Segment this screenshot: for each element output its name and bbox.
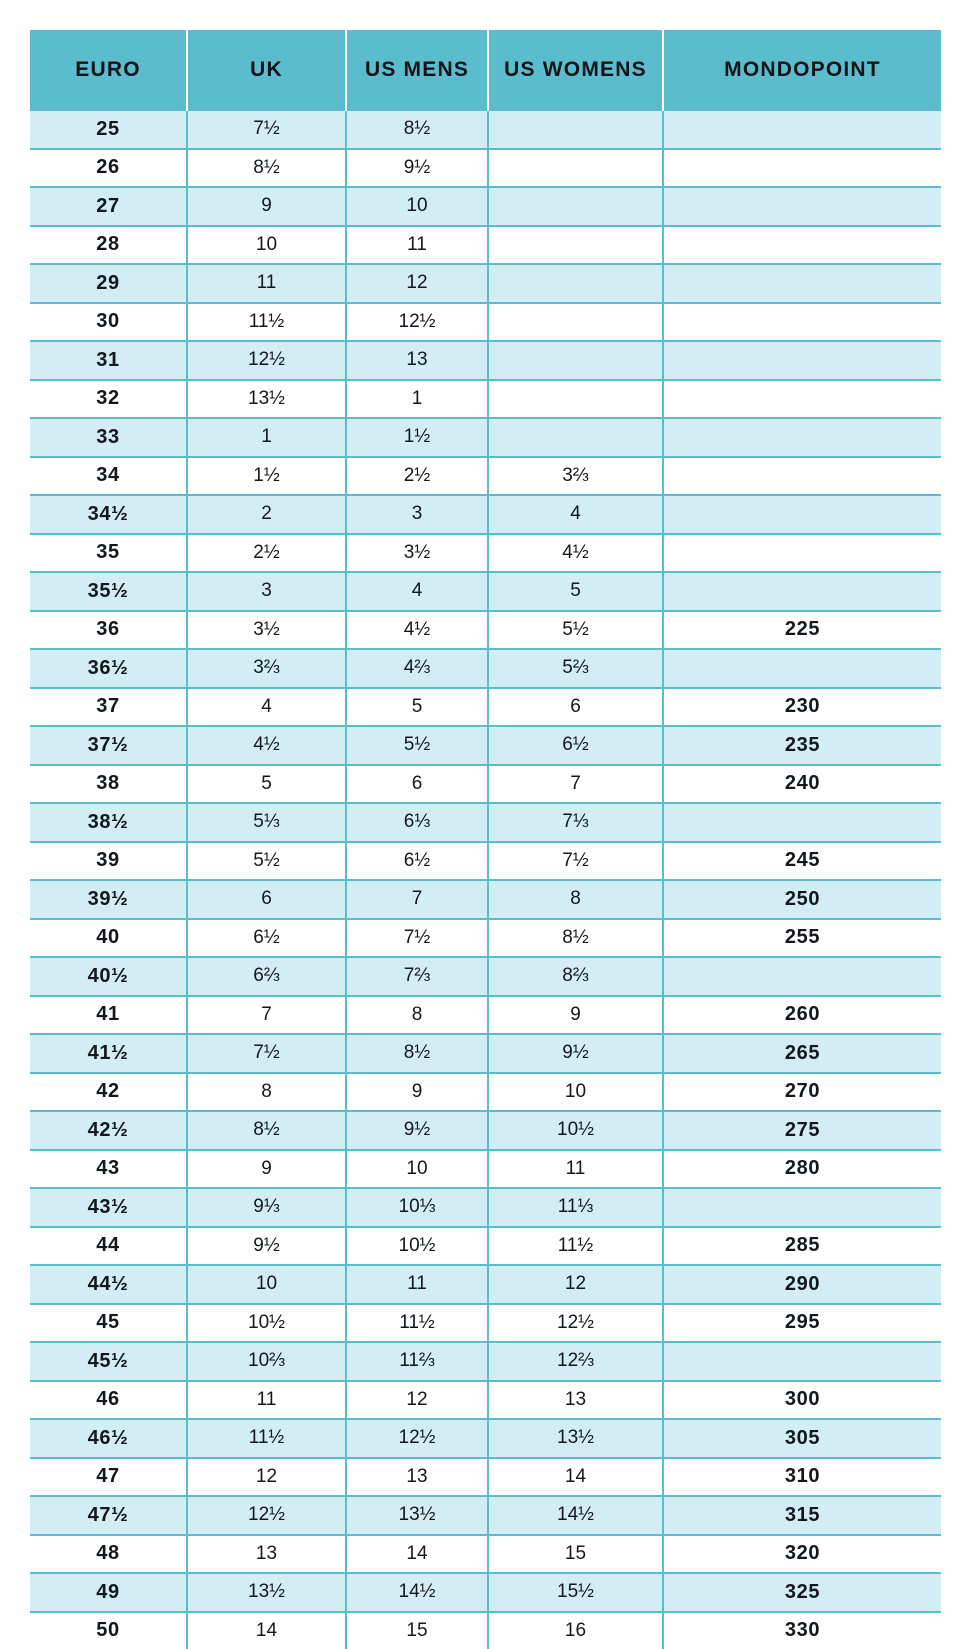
cell-euro: 48 (30, 1535, 187, 1574)
cell-mondopoint: 265 (663, 1034, 941, 1073)
cell-us-womens: 7½ (488, 842, 663, 881)
cell-us-womens: 4 (488, 495, 663, 534)
cell-mondopoint: 300 (663, 1381, 941, 1420)
cell-euro: 31 (30, 341, 187, 380)
table-row (30, 534, 941, 573)
cell-uk: 13 (187, 1535, 346, 1574)
column-header-euro: EURO (30, 30, 187, 111)
cell-euro: 49 (30, 1573, 187, 1612)
table-row (30, 649, 941, 688)
cell-mondopoint: 240 (663, 765, 941, 804)
cell-us-mens: 10 (346, 1150, 488, 1189)
cell-mondopoint (663, 187, 941, 226)
cell-uk: 5⅓ (187, 803, 346, 842)
cell-mondopoint (663, 803, 941, 842)
cell-uk: 10 (187, 226, 346, 265)
cell-euro: 27 (30, 187, 187, 226)
cell-mondopoint (663, 534, 941, 573)
cell-mondopoint (663, 1188, 941, 1227)
cell-euro: 46½ (30, 1419, 187, 1458)
cell-euro: 50 (30, 1612, 187, 1649)
header-row (30, 30, 941, 111)
cell-us-womens: 13 (488, 1381, 663, 1420)
table-row (30, 1034, 941, 1073)
cell-uk: 5½ (187, 842, 346, 881)
table-row (30, 341, 941, 380)
cell-euro: 44 (30, 1227, 187, 1266)
cell-uk: 11 (187, 1381, 346, 1420)
cell-mondopoint: 320 (663, 1535, 941, 1574)
cell-mondopoint (663, 495, 941, 534)
cell-us-mens: 9½ (346, 1111, 488, 1150)
cell-us-womens: 4½ (488, 534, 663, 573)
cell-euro: 40½ (30, 957, 187, 996)
cell-euro: 43½ (30, 1188, 187, 1227)
cell-us-womens: 10 (488, 1073, 663, 1112)
cell-us-mens: 4 (346, 572, 488, 611)
cell-us-womens: 5½ (488, 611, 663, 650)
cell-euro: 42½ (30, 1111, 187, 1150)
cell-us-womens: 11½ (488, 1227, 663, 1266)
cell-us-womens (488, 187, 663, 226)
cell-mondopoint (663, 457, 941, 496)
cell-euro: 37½ (30, 726, 187, 765)
cell-euro: 36 (30, 611, 187, 650)
cell-mondopoint: 250 (663, 880, 941, 919)
column-header-us-mens: US MENS (346, 30, 488, 111)
cell-euro: 42 (30, 1073, 187, 1112)
cell-us-mens: 15 (346, 1612, 488, 1649)
cell-uk: 6½ (187, 919, 346, 958)
cell-us-womens: 8 (488, 880, 663, 919)
cell-uk: 7 (187, 996, 346, 1035)
table-row (30, 572, 941, 611)
cell-uk: 13½ (187, 380, 346, 419)
cell-us-womens (488, 418, 663, 457)
cell-us-mens: 7½ (346, 919, 488, 958)
cell-us-womens: 5⅔ (488, 649, 663, 688)
table-row (30, 803, 941, 842)
cell-us-mens: 10⅓ (346, 1188, 488, 1227)
table-row (30, 418, 941, 457)
cell-us-mens: 14 (346, 1535, 488, 1574)
cell-euro: 33 (30, 418, 187, 457)
cell-euro: 26 (30, 149, 187, 188)
cell-us-womens: 6 (488, 688, 663, 727)
cell-us-womens: 16 (488, 1612, 663, 1649)
cell-us-womens: 6½ (488, 726, 663, 765)
cell-us-womens (488, 303, 663, 342)
cell-euro: 40 (30, 919, 187, 958)
cell-us-womens (488, 226, 663, 265)
cell-uk: 8½ (187, 149, 346, 188)
cell-us-womens: 9½ (488, 1034, 663, 1073)
table-row (30, 1227, 941, 1266)
cell-mondopoint: 325 (663, 1573, 941, 1612)
table-row (30, 1150, 941, 1189)
cell-mondopoint: 310 (663, 1458, 941, 1497)
cell-us-womens: 11 (488, 1150, 663, 1189)
cell-uk: 4 (187, 688, 346, 727)
cell-us-mens: 9 (346, 1073, 488, 1112)
cell-us-womens: 15½ (488, 1573, 663, 1612)
cell-uk: 12½ (187, 1496, 346, 1535)
table-row (30, 1535, 941, 1574)
table-header (30, 30, 941, 111)
table-row (30, 1381, 941, 1420)
cell-euro: 34½ (30, 495, 187, 534)
cell-us-mens: 6⅓ (346, 803, 488, 842)
cell-mondopoint: 305 (663, 1419, 941, 1458)
cell-mondopoint (663, 264, 941, 303)
cell-euro: 45½ (30, 1342, 187, 1381)
cell-mondopoint: 290 (663, 1265, 941, 1304)
cell-uk: 9 (187, 187, 346, 226)
cell-euro: 29 (30, 264, 187, 303)
table-row (30, 457, 941, 496)
table-row (30, 919, 941, 958)
cell-us-mens: 8½ (346, 111, 488, 149)
table-row (30, 1612, 941, 1649)
table-row (30, 842, 941, 881)
table-row (30, 1496, 941, 1535)
table-row (30, 1419, 941, 1458)
cell-us-womens: 14½ (488, 1496, 663, 1535)
cell-us-womens: 10½ (488, 1111, 663, 1150)
cell-us-mens: 12 (346, 264, 488, 303)
cell-euro: 34 (30, 457, 187, 496)
cell-us-mens: 11½ (346, 1304, 488, 1343)
cell-us-womens: 7⅓ (488, 803, 663, 842)
cell-uk: 3⅔ (187, 649, 346, 688)
cell-mondopoint (663, 341, 941, 380)
cell-mondopoint: 230 (663, 688, 941, 727)
cell-us-womens: 13½ (488, 1419, 663, 1458)
shoe-size-conversion-table (30, 30, 941, 1649)
cell-euro: 46 (30, 1381, 187, 1420)
cell-us-mens: 5 (346, 688, 488, 727)
cell-us-mens: 7⅔ (346, 957, 488, 996)
table-row (30, 380, 941, 419)
cell-uk: 3½ (187, 611, 346, 650)
cell-us-mens: 4½ (346, 611, 488, 650)
cell-mondopoint: 225 (663, 611, 941, 650)
table-row (30, 226, 941, 265)
table-row (30, 1111, 941, 1150)
table-row (30, 495, 941, 534)
cell-uk: 11½ (187, 1419, 346, 1458)
table-row (30, 765, 941, 804)
cell-mondopoint (663, 226, 941, 265)
cell-uk: 2 (187, 495, 346, 534)
cell-euro: 41½ (30, 1034, 187, 1073)
cell-euro: 35½ (30, 572, 187, 611)
cell-us-womens: 8½ (488, 919, 663, 958)
cell-euro: 38½ (30, 803, 187, 842)
column-header-uk: UK (187, 30, 346, 111)
cell-us-mens: 12½ (346, 303, 488, 342)
cell-euro: 36½ (30, 649, 187, 688)
cell-euro: 44½ (30, 1265, 187, 1304)
table-row (30, 1188, 941, 1227)
cell-euro: 38 (30, 765, 187, 804)
table-row (30, 726, 941, 765)
cell-uk: 11 (187, 264, 346, 303)
cell-uk: 9½ (187, 1227, 346, 1266)
cell-us-mens: 10½ (346, 1227, 488, 1266)
cell-mondopoint (663, 1342, 941, 1381)
table-row (30, 957, 941, 996)
cell-uk: 12 (187, 1458, 346, 1497)
cell-us-mens: 6½ (346, 842, 488, 881)
cell-uk: 1½ (187, 457, 346, 496)
cell-us-mens: 8 (346, 996, 488, 1035)
cell-mondopoint (663, 649, 941, 688)
cell-mondopoint (663, 111, 941, 149)
column-header-mondopoint: MONDOPOINT (663, 30, 941, 111)
table-row (30, 996, 941, 1035)
cell-uk: 9 (187, 1150, 346, 1189)
table-row (30, 111, 941, 149)
cell-uk: 10 (187, 1265, 346, 1304)
table-row (30, 303, 941, 342)
cell-mondopoint (663, 418, 941, 457)
cell-uk: 6⅔ (187, 957, 346, 996)
cell-euro: 41 (30, 996, 187, 1035)
cell-us-mens: 7 (346, 880, 488, 919)
cell-us-mens: 9½ (346, 149, 488, 188)
cell-euro: 32 (30, 380, 187, 419)
cell-uk: 14 (187, 1612, 346, 1649)
cell-uk: 13½ (187, 1573, 346, 1612)
cell-uk: 5 (187, 765, 346, 804)
table-row (30, 1342, 941, 1381)
cell-us-mens: 13½ (346, 1496, 488, 1535)
cell-mondopoint (663, 149, 941, 188)
cell-mondopoint: 255 (663, 919, 941, 958)
cell-us-mens: 3½ (346, 534, 488, 573)
cell-mondopoint (663, 303, 941, 342)
cell-euro: 47 (30, 1458, 187, 1497)
cell-us-mens: 13 (346, 341, 488, 380)
cell-euro: 35 (30, 534, 187, 573)
cell-us-womens: 5 (488, 572, 663, 611)
cell-us-mens: 6 (346, 765, 488, 804)
table-row (30, 149, 941, 188)
cell-uk: 4½ (187, 726, 346, 765)
table-row (30, 1073, 941, 1112)
cell-us-mens: 1 (346, 380, 488, 419)
cell-euro: 47½ (30, 1496, 187, 1535)
table-row (30, 688, 941, 727)
table-row (30, 1304, 941, 1343)
table-row (30, 880, 941, 919)
cell-uk: 12½ (187, 341, 346, 380)
cell-us-mens: 12½ (346, 1419, 488, 1458)
cell-us-womens: 3⅔ (488, 457, 663, 496)
cell-euro: 39½ (30, 880, 187, 919)
cell-mondopoint: 315 (663, 1496, 941, 1535)
cell-us-mens: 5½ (346, 726, 488, 765)
table-row (30, 1573, 941, 1612)
cell-us-mens: 11 (346, 226, 488, 265)
cell-euro: 39 (30, 842, 187, 881)
cell-us-mens: 14½ (346, 1573, 488, 1612)
cell-us-mens: 2½ (346, 457, 488, 496)
cell-euro: 28 (30, 226, 187, 265)
cell-euro: 43 (30, 1150, 187, 1189)
cell-us-womens: 9 (488, 996, 663, 1035)
cell-us-mens: 11⅔ (346, 1342, 488, 1381)
table-row (30, 187, 941, 226)
table-body (30, 111, 941, 1649)
cell-us-womens: 7 (488, 765, 663, 804)
cell-uk: 10½ (187, 1304, 346, 1343)
cell-uk: 10⅔ (187, 1342, 346, 1381)
cell-us-womens (488, 341, 663, 380)
cell-uk: 3 (187, 572, 346, 611)
cell-us-mens: 4⅔ (346, 649, 488, 688)
cell-us-mens: 12 (346, 1381, 488, 1420)
cell-uk: 11½ (187, 303, 346, 342)
cell-us-mens: 11 (346, 1265, 488, 1304)
cell-us-womens: 14 (488, 1458, 663, 1497)
cell-us-womens (488, 380, 663, 419)
cell-us-womens (488, 111, 663, 149)
cell-mondopoint: 275 (663, 1111, 941, 1150)
cell-uk: 2½ (187, 534, 346, 573)
cell-us-womens: 12⅔ (488, 1342, 663, 1381)
cell-us-womens: 11⅓ (488, 1188, 663, 1227)
cell-us-mens: 3 (346, 495, 488, 534)
cell-euro: 45 (30, 1304, 187, 1343)
cell-us-womens: 15 (488, 1535, 663, 1574)
table-row (30, 1458, 941, 1497)
cell-uk: 7½ (187, 1034, 346, 1073)
cell-mondopoint: 245 (663, 842, 941, 881)
cell-mondopoint: 285 (663, 1227, 941, 1266)
cell-mondopoint: 235 (663, 726, 941, 765)
cell-uk: 6 (187, 880, 346, 919)
cell-us-womens: 8⅔ (488, 957, 663, 996)
cell-uk: 8½ (187, 1111, 346, 1150)
table-row (30, 264, 941, 303)
cell-mondopoint (663, 380, 941, 419)
cell-mondopoint (663, 572, 941, 611)
cell-mondopoint: 280 (663, 1150, 941, 1189)
cell-mondopoint: 270 (663, 1073, 941, 1112)
table-row (30, 1265, 941, 1304)
cell-us-womens: 12 (488, 1265, 663, 1304)
cell-euro: 30 (30, 303, 187, 342)
table-row (30, 611, 941, 650)
cell-us-womens (488, 149, 663, 188)
column-header-us-womens: US WOMENS (488, 30, 663, 111)
cell-euro: 37 (30, 688, 187, 727)
cell-uk: 7½ (187, 111, 346, 149)
cell-euro: 25 (30, 111, 187, 149)
cell-us-womens (488, 264, 663, 303)
cell-mondopoint: 295 (663, 1304, 941, 1343)
cell-mondopoint: 330 (663, 1612, 941, 1649)
cell-uk: 9⅓ (187, 1188, 346, 1227)
cell-uk: 1 (187, 418, 346, 457)
cell-us-mens: 13 (346, 1458, 488, 1497)
cell-uk: 8 (187, 1073, 346, 1112)
cell-us-womens: 12½ (488, 1304, 663, 1343)
cell-mondopoint: 260 (663, 996, 941, 1035)
cell-us-mens: 10 (346, 187, 488, 226)
cell-us-mens: 8½ (346, 1034, 488, 1073)
cell-mondopoint (663, 957, 941, 996)
cell-us-mens: 1½ (346, 418, 488, 457)
